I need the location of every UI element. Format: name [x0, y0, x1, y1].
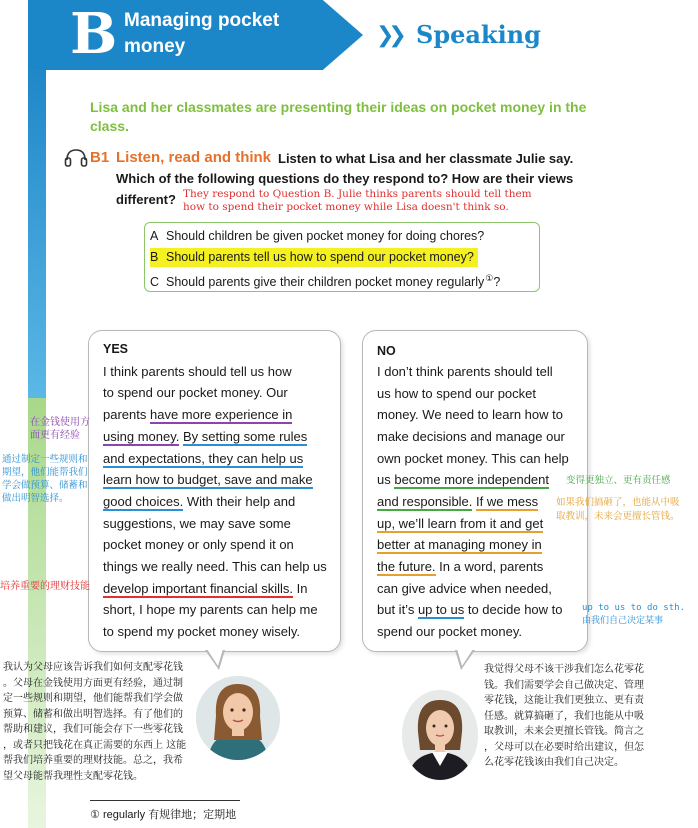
no-label: NO — [377, 344, 396, 358]
header-title-line2: money — [124, 36, 186, 57]
header-title-line1: Managing pocket — [124, 10, 280, 31]
yes-line: good choices. With their help and — [103, 494, 296, 509]
annotation-up-to-us: up to us to do sth. 由我们自己决定某事 — [582, 603, 685, 626]
option-b-highlighted: B Should parents tell us how to spend our pocket money? — [150, 248, 478, 267]
no-line: us how to spend our pocket — [377, 386, 536, 401]
task-instruction-3: different? — [116, 192, 176, 207]
double-chevron-icon: ❯❯ — [376, 22, 401, 47]
annotation-rules: 通过制定一些规则和 期望，他们能帮我们 学会做预算、储蓄和 做出明智选择。 — [2, 454, 88, 504]
no-line: I don’t think parents should tell — [377, 364, 553, 379]
task-title: Listen, read and think — [116, 149, 272, 166]
no-line: money. We need to learn how to — [377, 407, 563, 422]
yes-line: I think parents should tell us how — [103, 364, 292, 379]
header-title — [124, 8, 314, 60]
no-line: us become more independent — [377, 472, 550, 487]
task-instruction-2: Which of the following questions do they respond to? How are their views — [116, 171, 574, 186]
no-line: up, we’ll learn from it and get — [377, 516, 544, 531]
footnote: ① regularly 有规律地；定期地 — [90, 809, 237, 821]
intro-text: Lisa and her classmates are presenting their ideas on pocket money in the class. — [90, 99, 587, 134]
no-line: own pocket money. This can help — [377, 451, 569, 466]
footnote-marker: ① — [485, 273, 494, 283]
section-letter: B — [70, 1, 118, 67]
yes-line: short, I hope my parents can help me — [103, 602, 318, 617]
handwritten-answer-note: They respond to Question B. Julie thinks parents should tell them how to spend their pocket money while Lisa doesn't think so. — [183, 188, 532, 213]
yes-line: pocket money or only spend it on — [103, 537, 294, 552]
girl-portrait-icon — [402, 690, 478, 780]
yes-line: suggestions, we may save some — [103, 516, 291, 531]
no-line: the future. In a word, parents — [377, 559, 544, 574]
footnote-divider — [90, 800, 240, 801]
yes-line: develop important financial skills. In — [103, 581, 308, 596]
option-a: A Should children be given pocket money for doing chores? — [150, 229, 485, 243]
yes-line: to spend my pocket money wisely. — [103, 624, 301, 639]
left-accent-stripe-blue — [28, 68, 46, 398]
no-line: make decisions and manage our — [377, 429, 565, 444]
yes-line: learn how to budget, save and make — [103, 472, 313, 487]
yes-label: YES — [103, 342, 129, 356]
task-number: B1 — [90, 149, 110, 166]
no-line: better at managing money in — [377, 537, 542, 552]
girl-portrait-icon — [196, 676, 280, 760]
translation-julie: 我觉得父母不该干涉我们怎么花零花 钱。我们需要学会自己做决定、管理 零花钱，这能让我们更独立、更有责 任感。就算搞砸了，我们也能从中吸 取教训，未来会更擅长管钱。简言之 ，父母可以在必要时给出建议，但怎 么花零花钱该由我们自己决定。 — [484, 664, 644, 768]
no-line: can give advice when needed, — [377, 581, 552, 596]
no-line: but it’s up to us to decide how to — [377, 602, 563, 617]
yes-line: things we really need. This can help us — [103, 559, 327, 574]
yes-line: parents have more experience in — [103, 407, 293, 422]
no-line: spend our pocket money. — [377, 624, 523, 639]
annotation-skills: 培养重要的理财技能 — [0, 581, 90, 592]
annotation-experience: 在金钱使用方 面更有经验 — [30, 417, 90, 441]
yes-line: to spend our pocket money. Our — [103, 385, 288, 400]
julie-portrait — [402, 690, 478, 780]
lisa-portrait — [196, 676, 280, 760]
annotation-mess: 如果我们搞砸了，也能从中吸 取教训，未来会更擅长管钱。 — [556, 497, 680, 522]
option-c: C Should parents give their children pocket money regularly①? — [150, 269, 500, 288]
yes-line: and expectations, they can help us — [103, 451, 304, 466]
task-instruction-1: Listen to what Lisa and her classmate Julie say. — [278, 151, 574, 166]
yes-line: using money. By setting some rules — [103, 429, 308, 444]
translation-lisa: 我认为父母应该告诉我们如何支配零花钱 。父母在金钱使用方面更有经验，通过制 定一些规则和期望，他们能帮我们学会做 预算、储蓄和做出明智选择。有了他们的 帮助和建议，我们可能会存下一些零花钱 ，或者只把钱花在真正需要的东西上 这能 帮我们培养重要的理财技能。总之，我希 望父母能帮我理性支配零花钱。 — [3, 662, 187, 782]
annotation-independent: 变得更独立、更有责任感 — [566, 475, 671, 486]
section-title: Speaking — [416, 20, 541, 49]
no-line: and responsible. If we mess — [377, 494, 539, 509]
headset-icon — [64, 148, 88, 168]
